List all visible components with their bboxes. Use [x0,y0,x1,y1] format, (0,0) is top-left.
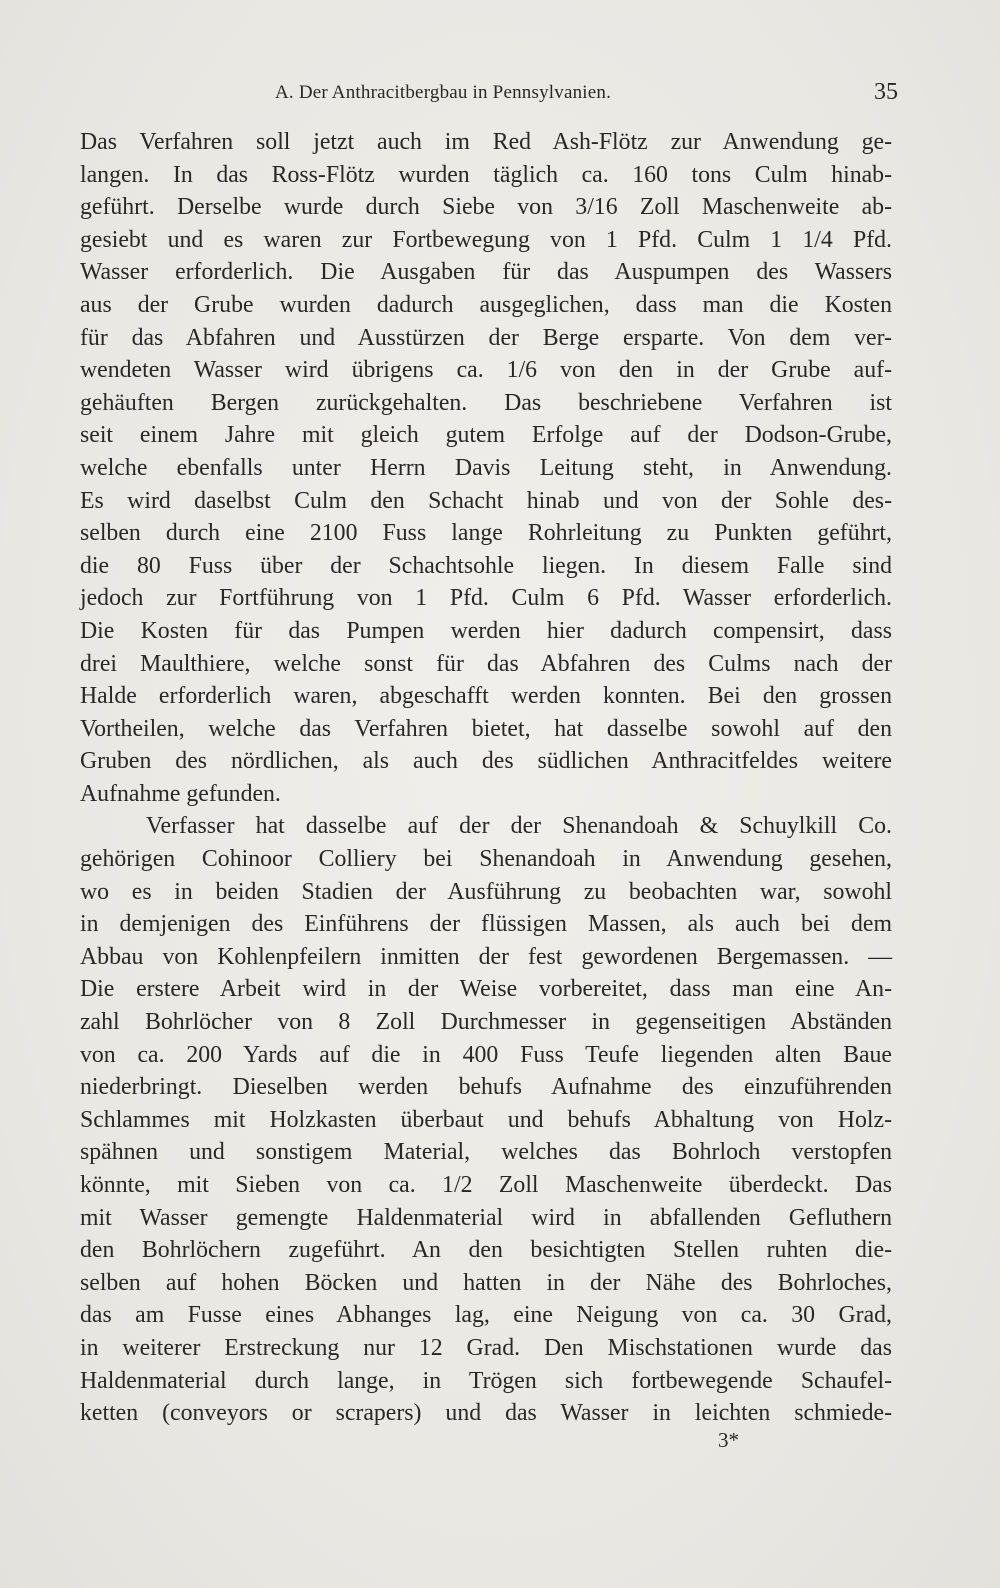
text-line: mit Wasser gemengte Haldenmaterial wird in abfallenden Gefluthern [80,1204,892,1231]
text-line: könnte, mit Sieben von ca. 1/2 Zoll Maschenweite überdeckt. Das [80,1172,892,1198]
text-line: die 80 Fuss über der Schachtsohle liegen. In diesem Falle sind [80,552,892,579]
running-header [80,79,898,112]
text-line: Abbau von Kohlenpfeilern inmitten der fest gewordenen Bergemassen. — [80,943,892,970]
text-line: zahl Bohrlöcher von 8 Zoll Durchmesser in gegenseitigen Abständen [80,1009,892,1036]
text-line: niederbringt. Dieselben werden behufs Aufnahme des einzuführenden [80,1074,892,1101]
text-line: Es wird daselbst Culm den Schacht hinab und von der Sohle des- [80,487,892,514]
signature-mark: 3* [718,1428,739,1452]
text-line: Das Verfahren soll jetzt auch im Red Ash-Flötz zur Anwendung ge- [80,129,892,155]
text-line: Schlammes mit Holzkasten überbaut und behufs Abhaltung von Holz- [80,1106,892,1133]
text-line: in weiterer Erstreckung nur 12 Grad. Den Mischstationen wurde das [80,1334,892,1361]
text-line: das am Fusse eines Abhanges lag, eine Neigung von ca. 30 Grad, [80,1302,892,1329]
text-line: spähnen und sonstigem Material, welches das Bohrloch verstopfen [80,1139,892,1166]
text-line: Gruben des nördlichen, als auch des südlichen Anthracitfeldes weitere [80,748,892,775]
text-line: für das Abfahren und Ausstürzen der Berge ersparte. Von dem ver- [80,324,892,351]
text-line: Aufnahme gefunden. [80,780,281,807]
paragraph-1 [80,126,892,810]
text-line: den Bohrlöchern zugeführt. An den besichtigten Stellen ruhten die- [80,1237,892,1264]
paragraph-2 [80,810,892,1429]
body-text [80,126,892,1430]
text-line: wo es in beiden Stadien der Ausführung zu beobachten war, sowohl [80,878,892,905]
page-number: 35 [874,79,898,105]
text-line: Wasser erforderlich. Die Ausgaben für das Auspumpen des Wassers [80,259,892,286]
text-line: gehäuften Bergen zurückgehalten. Das beschriebene Verfahren ist [80,389,892,416]
text-line: Verfasser hat dasselbe auf der der Shenandoah & Schuylkill Co. [146,813,892,840]
text-line: selben auf hohen Böcken und hatten in der Nähe des Bohrloches, [80,1269,892,1296]
text-line: gehörigen Cohinoor Colliery bei Shenandoah in Anwendung gesehen, [80,846,892,873]
text-line: geführt. Derselbe wurde durch Siebe von 3/16 Zoll Maschenweite ab- [80,194,892,221]
text-line: in demjenigen des Einführens der flüssigen Massen, als auch bei dem [80,911,892,938]
text-line: seit einem Jahre mit gleich gutem Erfolge auf der Dodson-Grube, [80,422,892,449]
text-line: gesiebt und es waren zur Fortbewegung von 1 Pfd. Culm 1 1/4 Pfd. [80,226,892,253]
text-line: drei Maulthiere, welche sonst für das Abfahren des Culms nach der [80,650,892,677]
text-line: jedoch zur Fortführung von 1 Pfd. Culm 6 Pfd. Wasser erforderlich. [80,585,892,612]
text-line: aus der Grube wurden dadurch ausgeglichen, dass man die Kosten [80,291,892,318]
text-line: selben durch eine 2100 Fuss lange Rohrleitung zu Punkten geführt, [80,520,892,547]
text-line: Die Kosten für das Pumpen werden hier dadurch compensirt, dass [80,617,892,644]
text-line: Halde erforderlich waren, abgeschafft werden konnten. Bei den grossen [80,683,892,710]
text-line: Die erstere Arbeit wird in der Weise vorbereitet, dass man eine An- [80,976,892,1003]
text-line: Vortheilen, welche das Verfahren bietet, hat dasselbe sowohl auf den [80,715,892,742]
text-line: langen. In das Ross-Flötz wurden täglich ca. 160 tons Culm hinab- [80,161,892,188]
text-line: ketten (conveyors or scrapers) und das Wasser in leichten schmiede- [80,1400,892,1427]
text-line: Haldenmaterial durch lange, in Trögen sich fortbewegende Schaufel- [80,1367,892,1394]
text-line: welche ebenfalls unter Herrn Davis Leitung steht, in Anwendung. [80,454,892,481]
text-line: von ca. 200 Yards auf die in 400 Fuss Teufe liegenden alten Baue [80,1041,892,1068]
running-title: A. Der Anthracitbergbau in Pennsylvanien. [275,82,612,103]
text-line: wendeten Wasser wird übrigens ca. 1/6 von den in der Grube auf- [80,357,892,384]
